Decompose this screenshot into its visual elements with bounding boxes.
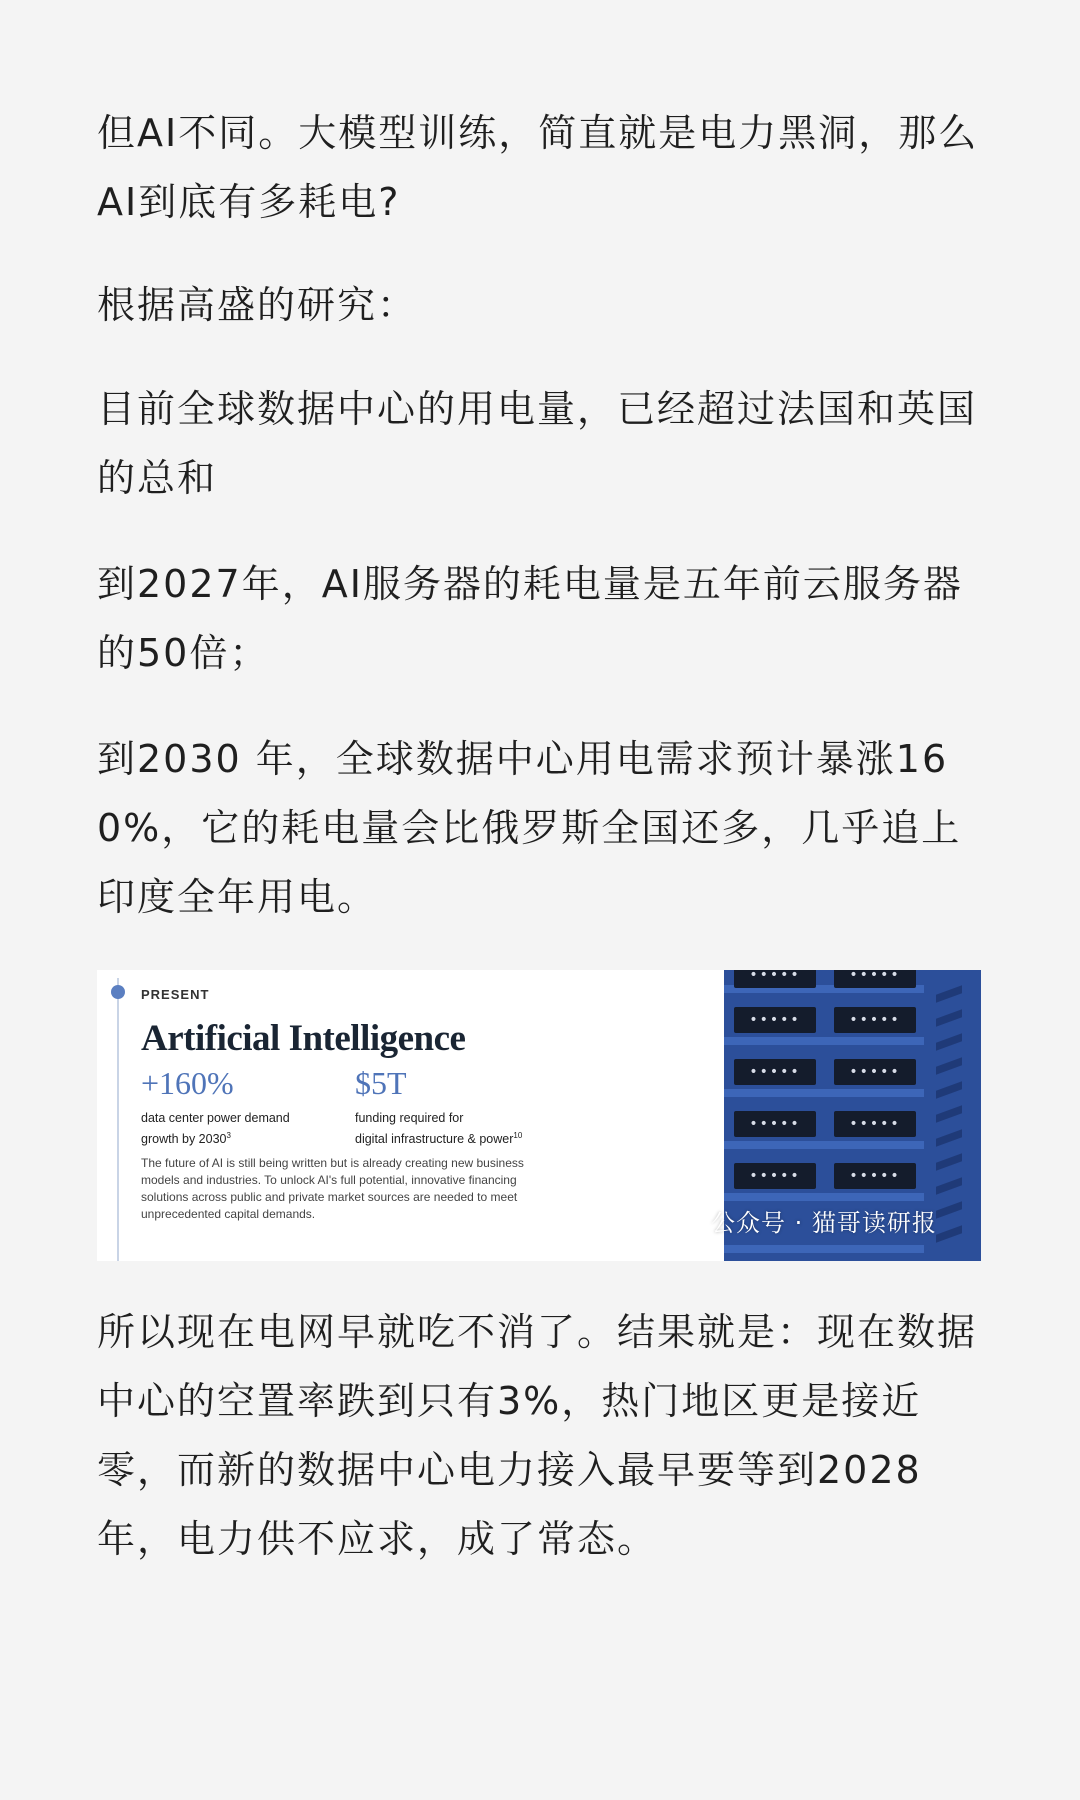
rack-rail	[724, 1193, 924, 1201]
server-unit: •••••	[734, 970, 816, 988]
server-unit: •••••	[834, 1163, 916, 1189]
server-unit: •••••	[834, 970, 916, 988]
ai-infographic-image	[97, 970, 981, 1261]
server-unit: •••••	[734, 1163, 816, 1189]
wechat-icon	[677, 1213, 707, 1235]
rack-vent	[936, 1057, 962, 1074]
stat-power-demand-value: +160%	[141, 1065, 234, 1101]
rack-vent	[936, 1105, 962, 1122]
rack-rail	[724, 1089, 924, 1097]
watermark-text: 公众号 · 猫哥读研报	[711, 1209, 937, 1237]
rack-vent	[936, 985, 962, 1002]
rack-rail	[724, 1245, 924, 1253]
infographic-title: Artificial Intelligence	[141, 1018, 466, 1059]
stat-funding-label: funding required for digital infrastructure & power$^{10}$	[355, 1111, 523, 1147]
server-unit: •••••	[834, 1059, 916, 1085]
paragraph-4: 到2027年，AI服务器的耗电量是五年前云服务器的50倍；	[97, 562, 963, 675]
rack-vent	[936, 1009, 962, 1026]
paragraph-2: 根据高盛的研究：	[97, 283, 418, 327]
rack-rail	[724, 1141, 924, 1149]
rack-vent	[936, 1081, 962, 1098]
paragraph-5: 到2030 年，全球数据中心用电需求预计暴涨160%，它的耗电量会比俄罗斯全国还多，几乎追上印度全年用电。	[97, 737, 962, 919]
paragraph-3: 目前全球数据中心的用电量，已经超过法国和英国的总和	[97, 387, 978, 500]
infographic-text-panel	[97, 970, 724, 1261]
rack-vent	[936, 1225, 962, 1242]
paragraph-6: 所以现在电网早就吃不消了。结果就是：现在数据中心的空置率跌到只有3%，热门地区更是接近零，而新的数据中心电力接入最早要等到2028年，电力供不应求，成了常态。	[97, 1310, 978, 1561]
infographic-body-text: The future of AI is still being written but is already creating new business models and industries. To unlock AI's full potential, innovative financing solutions across public and private market sources are needed to meet unprecedented capital demands.	[141, 1156, 524, 1221]
paragraph-1: 但AI不同。大模型训练，简直就是电力黑洞，那么AI到底有多耗电?	[97, 111, 979, 224]
rack-vent	[936, 1129, 962, 1146]
server-unit: •••••	[834, 1007, 916, 1033]
rack-vent	[936, 1153, 962, 1170]
server-unit: •••••	[834, 1111, 916, 1137]
infographic-kicker: PRESENT	[141, 987, 210, 1002]
watermark	[677, 1203, 937, 1238]
rack-vent	[936, 1033, 962, 1050]
timeline-line	[117, 978, 119, 1261]
timeline-dot	[111, 985, 125, 999]
server-unit: •••••	[734, 1007, 816, 1033]
stat-funding-value: $5T	[355, 1065, 407, 1101]
server-unit: •••••	[734, 1111, 816, 1137]
stat-power-demand-label: data center power demand growth by 2030$^3$	[141, 1111, 290, 1147]
rack-rail	[724, 1037, 924, 1045]
rack-vent	[936, 1201, 962, 1218]
server-unit: •••••	[734, 1059, 816, 1085]
rack-vent	[936, 1177, 962, 1194]
